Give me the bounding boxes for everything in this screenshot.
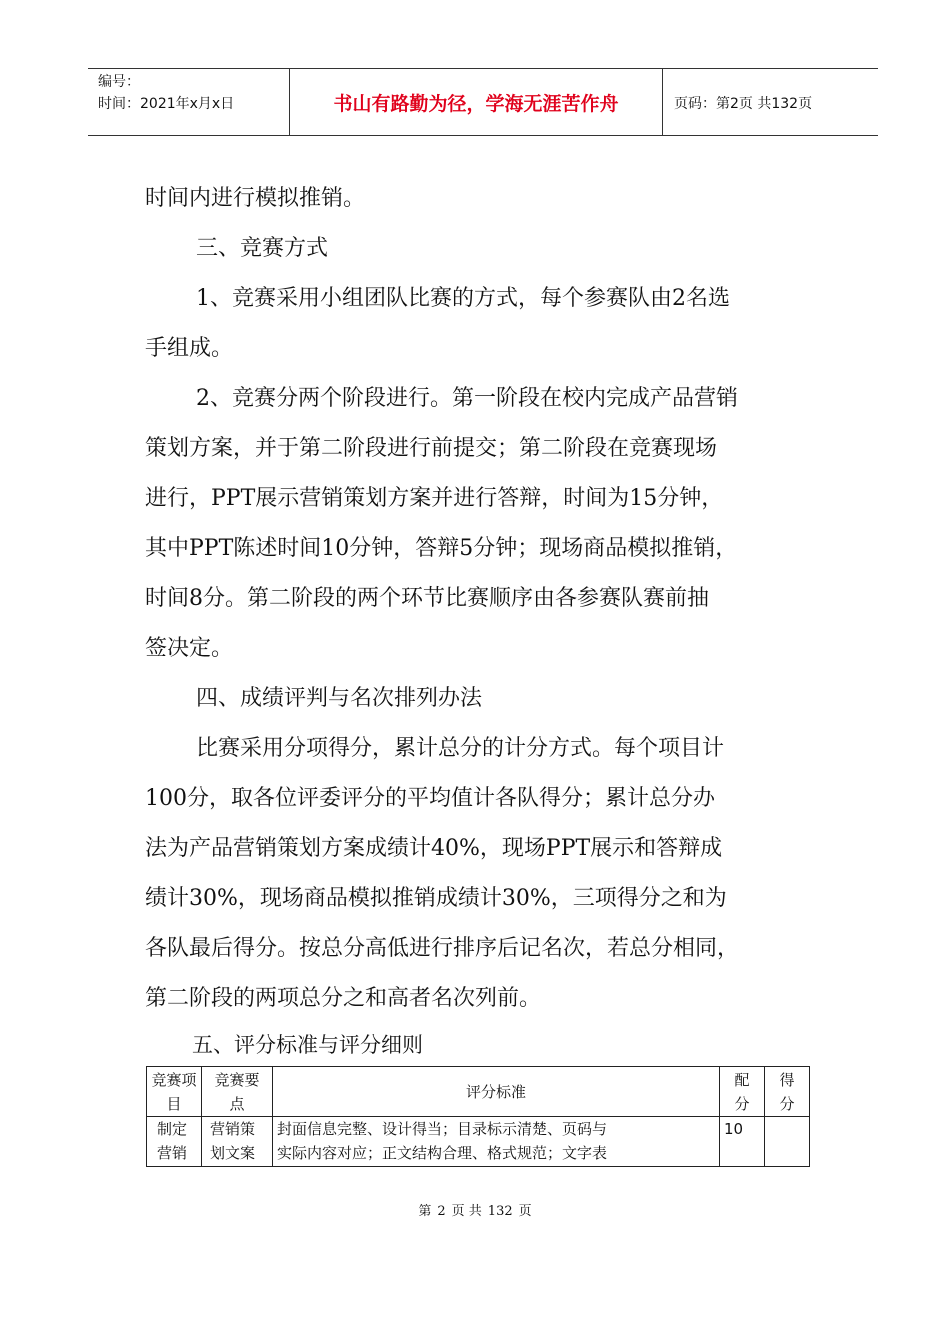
- header-cell: 竞赛要点: [202, 1067, 273, 1117]
- header-cell: 竞赛项目: [147, 1067, 202, 1117]
- number-label: 编号：: [98, 74, 140, 90]
- header-motto: 书山有路勤为径，学海无涯苦作舟: [333, 92, 619, 115]
- body-line: 100分，取各位评委评分的平均值计各队得分；累计总分办: [145, 786, 715, 811]
- section-heading: 四、成绩评判与名次排列办法: [196, 686, 483, 711]
- section-heading: 三、竞赛方式: [196, 236, 329, 261]
- table-row: [147, 1117, 810, 1167]
- header-cell: 评分标准: [273, 1067, 720, 1117]
- criteria-line: 封面信息完整、设计得当；目录标示清楚、页码与: [277, 1120, 608, 1138]
- cell-score: 10: [720, 1117, 765, 1167]
- scoring-table: [146, 1066, 810, 1167]
- body-line: 绩计30%，现场商品模拟推销成绩计30%，三项得分之和为: [145, 886, 727, 911]
- body-line: 各队最后得分。按总分高低进行排序后记名次，若总分相同，: [145, 936, 740, 961]
- footer-suffix: 页: [518, 1204, 532, 1219]
- header-cell: 得分: [765, 1067, 810, 1117]
- body-line: 其中PPT陈述时间10分钟，答辩5分钟；现场商品模拟推销，: [145, 536, 738, 561]
- header-cell: 配分: [720, 1067, 765, 1117]
- header-meta: [88, 69, 289, 135]
- time-label: 时间：2021年x月x日: [98, 96, 235, 112]
- section-heading: 五、评分标准与评分细则: [192, 1033, 423, 1057]
- table-header-row: [147, 1067, 810, 1117]
- footer-mid: 页 共: [451, 1204, 482, 1219]
- page-footer: [0, 1200, 950, 1219]
- footer-total: 132: [487, 1204, 513, 1219]
- criteria-line: 实际内容对应；正文结构合理、格式规范；文字表: [277, 1144, 608, 1162]
- header-page-number: 页码：第2页 共132页: [674, 96, 813, 112]
- cell-criteria: [273, 1117, 720, 1167]
- body-line: 法为产品营销策划方案成绩计40%，现场PPT展示和答辩成: [145, 836, 723, 861]
- body-line: 2、竞赛分两个阶段进行。第一阶段在校内完成产品营销: [196, 386, 738, 411]
- cell-point: 营销策划文案: [202, 1117, 273, 1167]
- body-line: 策划方案，并于第二阶段进行前提交；第二阶段在竞赛现场: [145, 436, 718, 461]
- cell-got: [765, 1117, 810, 1167]
- footer-prefix: 第: [418, 1204, 432, 1219]
- body-line: 第二阶段的两项总分之和高者名次列前。: [145, 986, 542, 1011]
- body-line: 1、竞赛采用小组团队比赛的方式，每个参赛队由2名选: [196, 286, 730, 311]
- header-divider: [662, 69, 663, 135]
- footer-page: 2: [437, 1204, 446, 1219]
- body-line: 签决定。: [145, 636, 234, 661]
- page-header: [88, 68, 878, 136]
- body-line: 时间8分。第二阶段的两个环节比赛顺序由各参赛队赛前抽: [145, 586, 709, 611]
- body-line: 比赛采用分项得分，累计总分的计分方式。每个项目计: [196, 736, 725, 761]
- cell-item: 制定营销: [147, 1117, 202, 1167]
- body-line: 手组成。: [145, 336, 234, 361]
- body-line: 时间内进行模拟推销。: [145, 186, 366, 211]
- body-line: 进行，PPT展示营销策划方案并进行答辩，时间为15分钟，: [145, 486, 724, 511]
